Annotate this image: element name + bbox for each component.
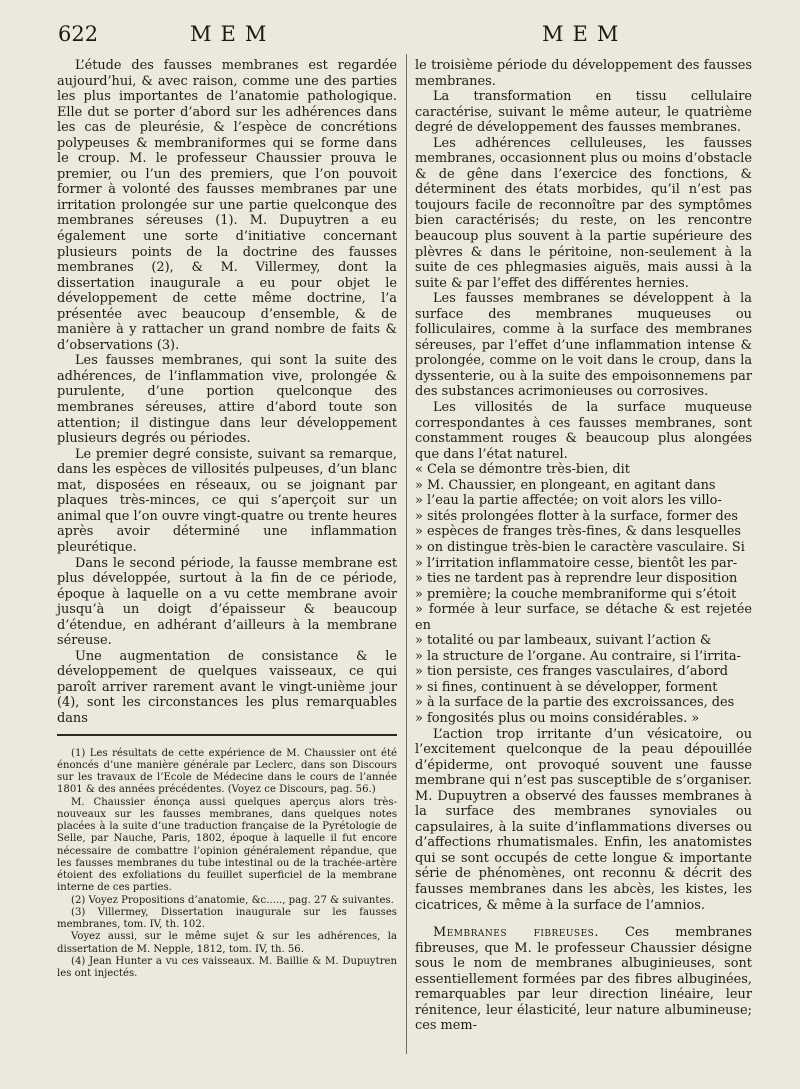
paragraph: le troisième période du développement des fausses membranes. bbox=[415, 58, 752, 89]
right-column bbox=[415, 58, 752, 1034]
paragraph: L’action trop irritante d’un vésicatoire, ou l’excitement quelconque de la peau dépouillée d’épiderme, ont provoqué souvent une fausse membrane qui n’est pas susceptible de s’organiser. M. Dupuytren a observé des fausses membranes à la surface des membranes synoviales ou capsulaires, à la suite d’inflammations diverses ou d’affections rhumatismales. Enfin, les anatomistes qui se sont occupés de cette longue & importante série de phénomènes, ont reconnu & décrit des fausses membranes dans les abcès, les kistes, les cicatrices, & même à la surface de l’amnios. bbox=[415, 726, 752, 913]
footnote: (3) Villermey, Dissertation inaugurale sur les fausses membranes, tom. IV, th. 102. bbox=[57, 906, 397, 931]
paragraph: Une augmentation de consistance & le développement de quelques vaisseaux, ce qui paroît arriver rarement avant le vingt-unième jour (4), sont les circonstances les plus remarquables dans bbox=[57, 648, 397, 726]
section-heading: Membranes fibreuses. bbox=[433, 925, 599, 941]
quote-line: » la structure de l’organe. Au contraire, si l’irrita- bbox=[415, 648, 741, 664]
paragraph: Dans le second période, la fausse membrane est plus développée, surtout à la fin de ce période, époque à laquelle on a vu cette membrane avoir jusqu’à un doigt d’épaisseur & beaucoup d’étendue, en adhérant d’ailleurs à la membrane séreuse. bbox=[57, 555, 397, 649]
quote-line: « Cela se démontre très-bien, dit bbox=[415, 462, 630, 478]
footnote-separator bbox=[57, 734, 397, 736]
footnote: (4) Jean Hunter a vu ces vaisseaux. M. Baillie & M. Dupuytren les ont injectés. bbox=[57, 955, 397, 980]
left-running-head: MEM bbox=[190, 22, 276, 46]
footnotes bbox=[57, 748, 397, 981]
paragraph: L’étude des fausses membranes est regardée aujourd’hui, & avec raison, comme une des parties les plus importantes de l’anatomie pathologique. Elle dut se porter d’abord sur les adhérences dans les cas de pleurésie, & l’espèce de concrétions polypeuses & membraniformes qui se forme dans le croup. M. le professeur Chaussier prouva le premier, ou l’un des premiers, que l’on pouvoit former à volonté des fausses membranes par une irritation prolongée sur une partie quelconque des membranes séreuses (1). M. Dupuytren a eu également une sorte d’initiative concernant plusieurs points de la doctrine des fausses membranes (2), & M. Villermey, dont la dissertation inaugurale a eu pour objet le développement de cette même doctrine, l’a présentée avec beaucoup d’ensemble, & de manière à y rattacher un grand nombre de faits & d’observations (3). bbox=[57, 58, 397, 353]
quote-line: » à la surface de la partie des excroissances, des bbox=[415, 695, 735, 711]
section-paragraph bbox=[415, 925, 752, 1034]
running-header bbox=[0, 22, 800, 54]
left-column bbox=[57, 58, 397, 980]
footnote: M. Chaussier énonça aussi quelques aperçus alors très-nouveaux sur les fausses membranes, dans quelques notes placées à la suite d’une traduction française de la Pyrétologie de Selle, par Nauche, Paris, 1802, époque à laquelle il fut encore nécessaire de combattre l’opinion généralement répandue, que les fausses membranes du tube intestinal ou de la trachée-artère étoient des exfoliations du feuillet superficiel de la membrane interne de ces parties. bbox=[57, 796, 397, 894]
quotation bbox=[415, 462, 752, 726]
footnote: (1) Les résultats de cette expérience de M. Chaussier ont été énoncés d’une manière générale par Leclerc, dans son Discours sur les travaux de l’Ecole de Médecine dans le cours de l’année 1801 & des années précédentes. (Voyez ce Discours, pag. 56.) bbox=[57, 747, 397, 796]
paragraph: Le premier degré consiste, suivant sa remarque, dans les espèces de villosités pulpeuses, d’un blanc mat, disposées en réseaux, ou se joignant par plaques très-minces, ce qui s’aperçoit sur un animal que l’on ouvre vingt-quatre ou trente heures après avoir déterminé une inflammation pleurétique. bbox=[57, 446, 397, 555]
footnote: Voyez aussi, sur le même sujet & sur les adhérences, la dissertation de M. Nepple, 1812, tom. IV, th. 56. bbox=[57, 931, 397, 955]
quote-line: » totalité ou par lambeaux, suivant l’action & bbox=[415, 633, 712, 649]
paragraph: Les fausses membranes, qui sont la suite des adhérences, de l’inflammation vive, prolongée & purulente, d’une portion quelconque des membranes séreuses, attire d’abord toute son attention; il distingue dans leur développement plusieurs degrés ou périodes. bbox=[57, 353, 397, 447]
quote-line: » première; la couche membraniforme qui s’étoit bbox=[415, 586, 737, 602]
quote-line: » l’eau la partie affectée; on voit alors les villo- bbox=[415, 493, 722, 509]
quote-line: » M. Chaussier, en plongeant, en agitant dans bbox=[415, 477, 716, 493]
section-gap bbox=[415, 913, 752, 925]
quote-line: » on distingue très-bien le caractère vasculaire. Si bbox=[415, 539, 745, 555]
quote-line: » espèces de franges très-fines, & dans lesquelles bbox=[415, 524, 742, 540]
quote-line: » ties ne tardent pas à reprendre leur disposition bbox=[415, 571, 738, 587]
paragraph: La transformation en tissu cellulaire caractérise, suivant le même auteur, le quatrième degré de développement des fausses membranes. bbox=[415, 89, 752, 136]
section-text: Ces membranes fibreuses, que M. le professeur Chaussier désigne sous le nom de membranes albuginieuses, sont essentiellement formées par des fibres albuginées, remarquables par leur direction linéaire, leur rénitence, leur élasticité, leur nature albumineuse; ces mem- bbox=[415, 925, 752, 1034]
paragraph: Les adhérences celluleuses, les fausses membranes, occasionnent plus ou moins d’obstacle & de gêne dans l’exercice des fonctions, & déterminent des états morbides, qu’il n’est pas toujours facile de reconnoître par des symptômes bien caractérisés; du reste, on les rencontre beaucoup plus souvent à la partie supérieure des plèvres & dans le péritoine, non-seulement à la suite de ces phlegmasies aiguës, mais aussi à la suite & par l’effet des différentes hernies. bbox=[415, 135, 752, 291]
quote-line: » sités prolongées flotter à la surface, former des bbox=[415, 508, 739, 524]
page-number: 622 bbox=[58, 22, 99, 46]
column-divider bbox=[406, 54, 407, 1054]
paragraph: Les villosités de la surface muqueuse correspondantes à ces fausses membranes, sont constamment rouges & beaucoup plus alongées que dans l’état naturel. bbox=[415, 400, 752, 462]
paragraph: Les fausses membranes se développent à la surface des membranes muqueuses ou folliculaires, comme à la surface des membranes séreuses, par l’effet d’une inflammation intense & prolongée, comme on le voit dans le croup, dans la dyssenterie, ou à la suite des empoisonnemens par des substances acrimonieuses ou corrosives. bbox=[415, 291, 752, 400]
quote-line: » fongosités plus ou moins considérables. » bbox=[415, 710, 700, 726]
quote-line: » si fines, continuent à se développer, forment bbox=[415, 679, 718, 695]
quote-line: » l’irritation inflammatoire cesse, bientôt les par- bbox=[415, 555, 738, 571]
right-running-head: MEM bbox=[542, 22, 628, 46]
quote-line: » tion persiste, ces franges vasculaires, d’abord bbox=[415, 664, 729, 680]
quote-line: » formée à leur surface, se détache & est rejetée en bbox=[415, 602, 752, 633]
footnote: (2) Voyez Propositions d’anatomie, &c....., pag. 27 & suivantes. bbox=[71, 894, 394, 906]
